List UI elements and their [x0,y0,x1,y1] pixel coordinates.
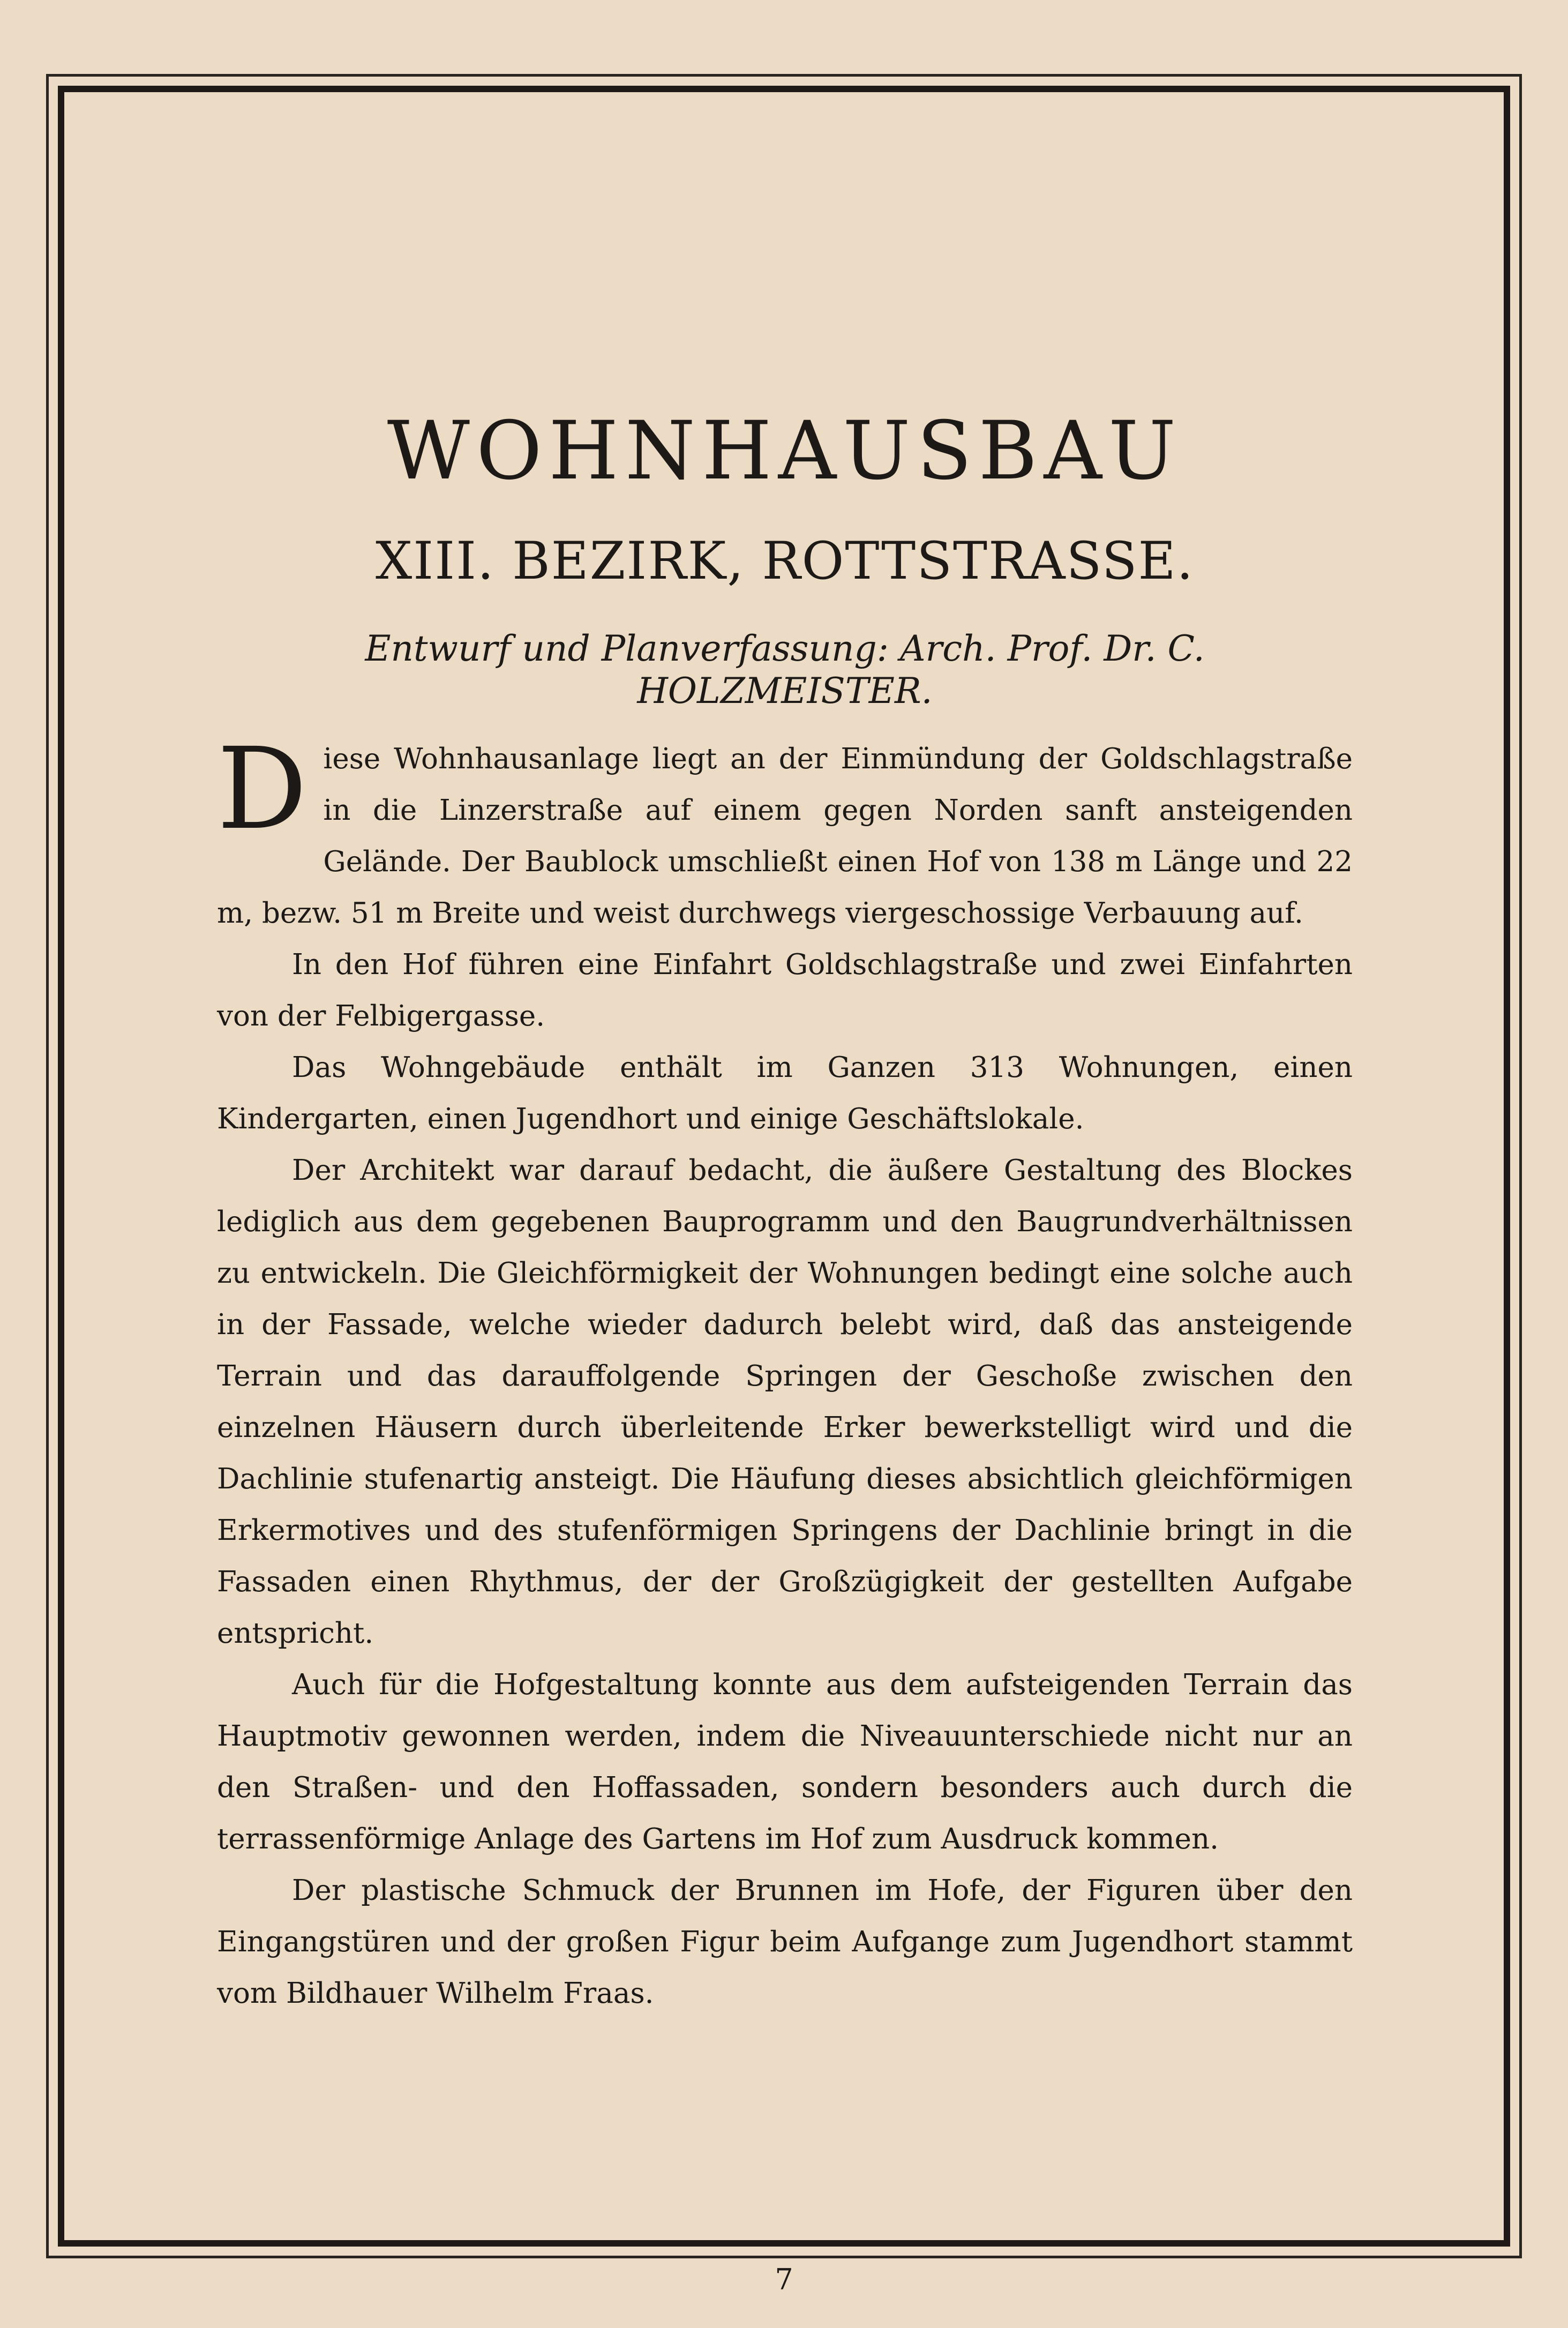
paragraph-1 [217,723,1353,939]
body-text [217,723,1353,2019]
paragraph-5: Auch für die Hofgestaltung konnte aus dem aufsteigenden Terrain das Hauptmotiv gewonnen werden, indem die Niveauunterschiede nicht nur an den Straßen- und den Hoffassaden, sondern besonders auch durch die terrassenförmige Anlage des Gartens im Hof zum Ausdruck kommen. [217,1668,1353,1855]
paragraph-4: Der Architekt war darauf bedacht, die äußere Gestaltung des Blockes lediglich aus dem gegebenen Bauprogramm und den Baugrundverhältnissen zu entwickeln. Die Gleichförmigkeit der Wohnungen bedingt eine solche auch in der Fassade, welche wieder dadurch belebt wird, daß das ansteigende Terrain und das darauffolgende Springen der Geschoße zwischen den einzelnen Häusern durch überleitende Erker bewerkstelligt wird und die Dachlinie stufenartig ansteigt. Die Häufung dieses absichtlich gleichförmigen Erkermotives und des stufenförmigen Springens der Dachlinie bringt in die Fassaden einen Rhythmus, der der Großzügigkeit der gestellten Aufgabe entspricht. [217,1154,1353,1650]
drop-cap: D [217,723,307,855]
page-number: 7 [775,2263,793,2296]
paragraph-6: Der plastische Schmuck der Brunnen im Hofe, der Figuren über den Eingangstüren und der großen Figur beim Aufgange zum Jugendhort stammt vom Bildhauer Wilhelm Fraas. [217,1874,1353,2010]
page-content [217,407,1353,2019]
page-title: WOHNHAUSBAU [387,405,1183,498]
architect-credit: Entwurf und Planverfassung: Arch. Prof. Dr. C. HOLZMEISTER. [365,627,1205,712]
paragraph-2: In den Hof führen eine Einfahrt Goldschlagstraße und zwei Einfahrten von der Felbigergasse. [217,948,1353,1032]
paragraph-3: Das Wohngebäude enthält im Ganzen 313 Wohnungen, einen Kindergarten, einen Jugendhort und einige Geschäftslokale. [217,1051,1353,1135]
paragraph-1-text: iese Wohnhausanlage liegt an der Einmündung der Goldschlagstraße in die Linzerstraße auf einem gegen Norden sanft ansteigenden Gelände. Der Baublock umschließt einen Hof von 138 m Länge und 22 m, bezw. 51 m Breite und weist durchwegs viergeschossige Verbauung auf. [217,742,1353,930]
page-subtitle: XIII. BEZIRK, ROTTSTRASSE. [375,531,1195,591]
